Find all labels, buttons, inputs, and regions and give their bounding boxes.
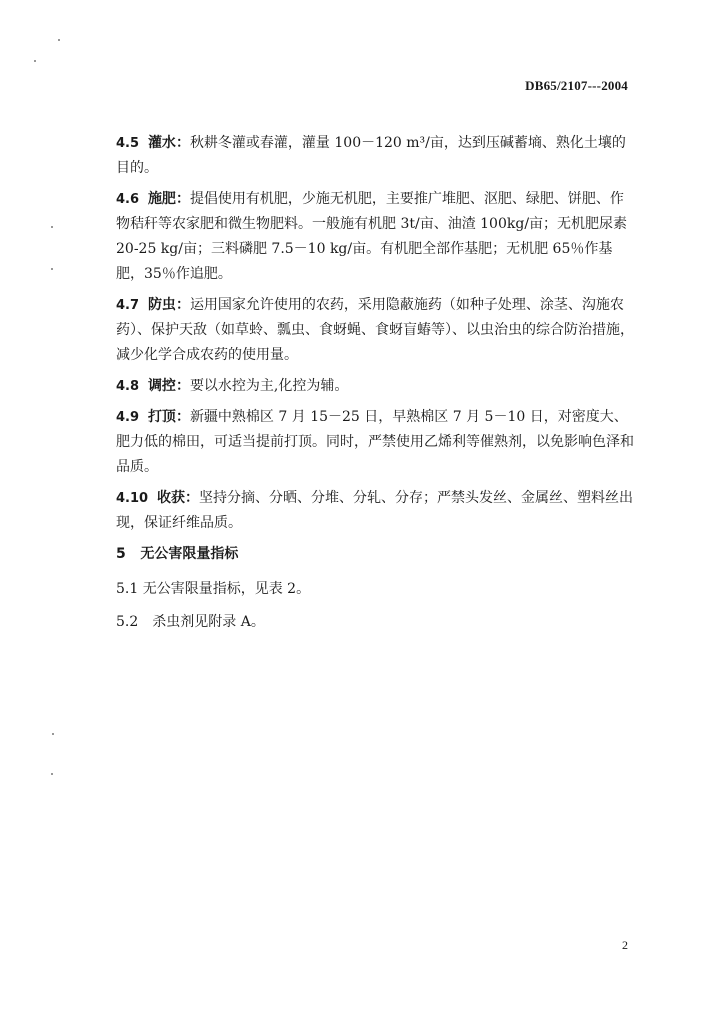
clause-separator: ： [184,490,199,506]
item-5-1: 5.1 无公害限量指标，见表 2。 [116,581,311,597]
scan-speck [51,268,53,270]
scan-speck [34,60,36,62]
item-5-2: 5.2 杀虫剂见附录 A。 [116,614,265,630]
scan-speck [51,773,53,775]
clause-title: 收获 [156,490,185,506]
clause-separator: ： [175,135,190,151]
chapter-title: 无公害限量指标 [140,546,239,562]
clause-separator: ： [175,297,190,313]
clause-title: 打顶 [147,409,176,425]
clause-4-5 [116,131,636,181]
document-code: DB65/2107---2004 [525,78,628,93]
clause-text: 提倡使用有机肥，少施无机肥，主要推广堆肥、沤肥、绿肥、饼肥、作物秸秆等农家肥和微生物肥料。一般施有机肥 3t/亩、油渣 100kg/亩；无机肥尿素 20-25 kg/亩；三料磷肥 7.5－10 kg/亩。有机肥全部作基肥；无机肥 65％作基肥，35％作追肥。 [116,191,628,282]
clause-number: 4.9 [116,410,140,425]
clause-number: 4.5 [116,136,140,151]
clause-4-6 [116,187,636,287]
scan-speck [52,733,54,735]
clause-4-9 [116,405,636,480]
clause-title: 调控 [147,378,176,394]
clause-4-7 [116,293,636,368]
clause-number: 4.6 [116,192,140,207]
clause-title: 防虫 [147,297,176,313]
page-number: 2 [622,938,628,952]
clause-text: 要以水控为主,化控为辅。 [189,378,349,394]
clause-4-10 [116,486,636,536]
clause-title: 施肥 [147,191,176,207]
clause-title: 灌水 [147,135,176,151]
scan-speck [51,226,53,228]
clause-4-8 [116,374,636,399]
scan-speck [58,39,60,41]
chapter-5-heading [116,542,636,567]
clause-text: 运用国家允许使用的农药，采用隐蔽施药（如种子处理、涂茎、沟施农药）、保护天敌（如草蛉、瓢虫、食蚜蝇、食蚜盲蝽等）、以虫治虫的综合防治措施，减少化学合成农药的使用量。 [116,297,634,363]
clause-text: 新疆中熟棉区 7 月 15－25 日，早熟棉区 7 月 5－10 日，对密度大、肥力低的棉田，可适当提前打顶。同时，严禁使用乙烯利等催熟剂，以免影响色泽和品质。 [116,409,634,475]
clause-number: 4.7 [116,298,140,313]
clause-number: 4.10 [116,491,149,506]
clause-number: 4.8 [116,379,140,394]
document-body [116,131,636,635]
chapter-number: 5 [116,546,126,562]
clause-text: 坚持分摘、分晒、分堆、分轧、分存；严禁头发丝、金属丝、塑料丝出现，保证纤维品质。 [116,490,633,531]
clause-separator: ： [175,409,190,425]
clause-text: 秋耕冬灌或春灌，灌量 100－120 m³/亩，达到压碱蓄墒、熟化土壤的目的。 [116,135,626,176]
clause-separator: ： [175,378,190,394]
clause-separator: ： [175,191,190,207]
